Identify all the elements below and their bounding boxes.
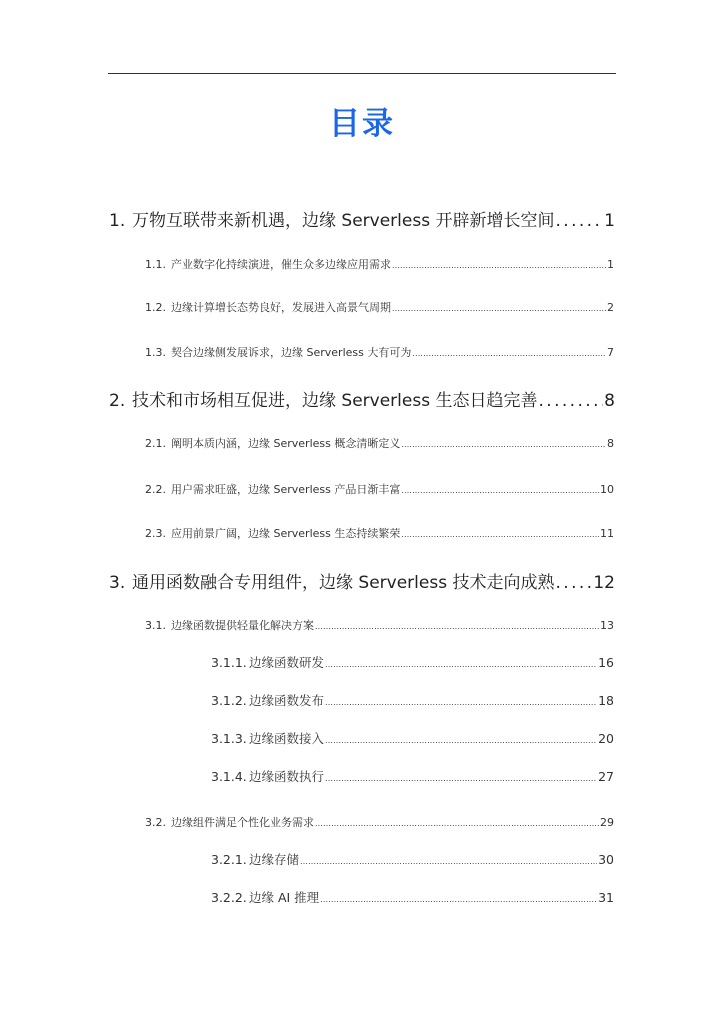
header-rule	[108, 73, 616, 74]
toc-number: 3.2.1.	[211, 852, 247, 867]
toc-text: 边缘函数研发	[249, 655, 325, 670]
toc-entry[interactable]	[145, 256, 614, 272]
toc-page: 2	[607, 301, 614, 314]
toc-page: 13	[600, 619, 614, 632]
toc-leader	[325, 769, 597, 784]
toc-number: 1.1.	[145, 258, 166, 271]
toc-entry[interactable]	[211, 653, 614, 671]
toc-entry[interactable]	[145, 344, 614, 360]
toc-text: 阐明本质内涵，边缘 Serverless 概念清晰定义	[171, 437, 401, 450]
toc-text: 用户需求旺盛，边缘 Serverless 产品日渐丰富	[171, 483, 401, 496]
toc-page: 16	[598, 655, 614, 670]
toc-number: 2.3.	[145, 527, 166, 540]
toc-entry[interactable]	[211, 691, 614, 709]
toc-page: 18	[598, 693, 614, 708]
toc-entry[interactable]	[109, 568, 615, 593]
toc-leader	[555, 211, 603, 231]
toc-number: 1.3.	[145, 346, 166, 359]
toc-text: 边缘函数执行	[249, 769, 325, 784]
toc-entry[interactable]	[211, 729, 614, 747]
toc-entry[interactable]	[145, 299, 614, 315]
toc-page: 8	[607, 437, 614, 450]
toc-leader	[325, 655, 597, 670]
toc-entry[interactable]	[145, 814, 614, 830]
toc-leader	[315, 619, 599, 632]
toc-leader	[401, 527, 599, 540]
toc-entry[interactable]	[145, 481, 614, 497]
toc-number: 3.	[109, 573, 126, 593]
toc-leader	[555, 573, 592, 593]
toc-page: 29	[600, 816, 614, 829]
toc-text: 契合边缘侧发展诉求，边缘 Serverless 大有可为	[171, 346, 412, 359]
toc-page: 11	[600, 527, 614, 540]
toc-text: 边缘组件满足个性化业务需求	[171, 816, 314, 829]
toc-page: 1	[604, 211, 615, 231]
toc-page: 12	[593, 573, 615, 593]
toc-leader	[538, 391, 603, 411]
toc-text: 技术和市场相互促进，边缘 Serverless 生态日趋完善	[132, 391, 538, 411]
toc-number: 3.1.3.	[211, 731, 247, 746]
toc-text: 产业数字化持续演进，催生众多边缘应用需求	[171, 258, 391, 271]
toc-number: 3.1.	[145, 619, 166, 632]
toc-leader	[300, 852, 597, 867]
toc-number: 3.1.1.	[211, 655, 247, 670]
toc-leader	[315, 816, 599, 829]
toc-text: 通用函数融合专用组件，边缘 Serverless 技术走向成熟	[132, 573, 555, 593]
toc-number: 3.1.4.	[211, 769, 247, 784]
toc-page: 10	[600, 483, 614, 496]
toc-text: 边缘函数发布	[249, 693, 325, 708]
toc-number: 1.2.	[145, 301, 166, 314]
toc-page: 30	[598, 852, 614, 867]
toc-number: 3.2.2.	[211, 890, 247, 905]
toc-leader	[325, 693, 597, 708]
toc-leader	[392, 301, 606, 314]
toc-page: 1	[607, 258, 614, 271]
toc-leader	[392, 258, 606, 271]
toc-entry[interactable]	[109, 386, 615, 411]
toc-entry[interactable]	[211, 888, 614, 906]
toc-number: 1.	[109, 211, 126, 231]
toc-leader	[401, 437, 606, 450]
toc-text: 边缘函数提供轻量化解决方案	[171, 619, 314, 632]
toc-entry[interactable]	[211, 850, 614, 868]
toc-text: 应用前景广阔，边缘 Serverless 生态持续繁荣	[171, 527, 401, 540]
toc-number: 2.	[109, 391, 126, 411]
toc-entry[interactable]	[211, 767, 614, 785]
toc-entry[interactable]	[145, 525, 614, 541]
toc-number: 2.2.	[145, 483, 166, 496]
toc-leader	[325, 731, 597, 746]
toc-entry[interactable]	[145, 435, 614, 451]
page-title: 目录	[329, 106, 395, 142]
toc-text: 边缘计算增长态势良好，发展进入高景气周期	[171, 301, 391, 314]
toc-number: 3.1.2.	[211, 693, 247, 708]
toc-leader	[320, 890, 597, 905]
toc-page: 8	[604, 391, 615, 411]
toc-page: 27	[598, 769, 614, 784]
toc-entry[interactable]	[145, 617, 614, 633]
toc-page: 31	[598, 890, 614, 905]
toc-entry[interactable]	[109, 206, 615, 231]
toc-leader	[401, 483, 599, 496]
toc-page: 20	[598, 731, 614, 746]
toc-text: 边缘存储	[249, 852, 300, 867]
toc-number: 2.1.	[145, 437, 166, 450]
toc-number: 3.2.	[145, 816, 166, 829]
toc-page: 7	[607, 346, 614, 359]
toc-text: 边缘函数接入	[249, 731, 325, 746]
toc-text: 万物互联带来新机遇，边缘 Serverless 开辟新增长空间	[132, 211, 555, 231]
toc-text: 边缘 AI 推理	[249, 890, 320, 905]
toc-leader	[412, 346, 606, 359]
